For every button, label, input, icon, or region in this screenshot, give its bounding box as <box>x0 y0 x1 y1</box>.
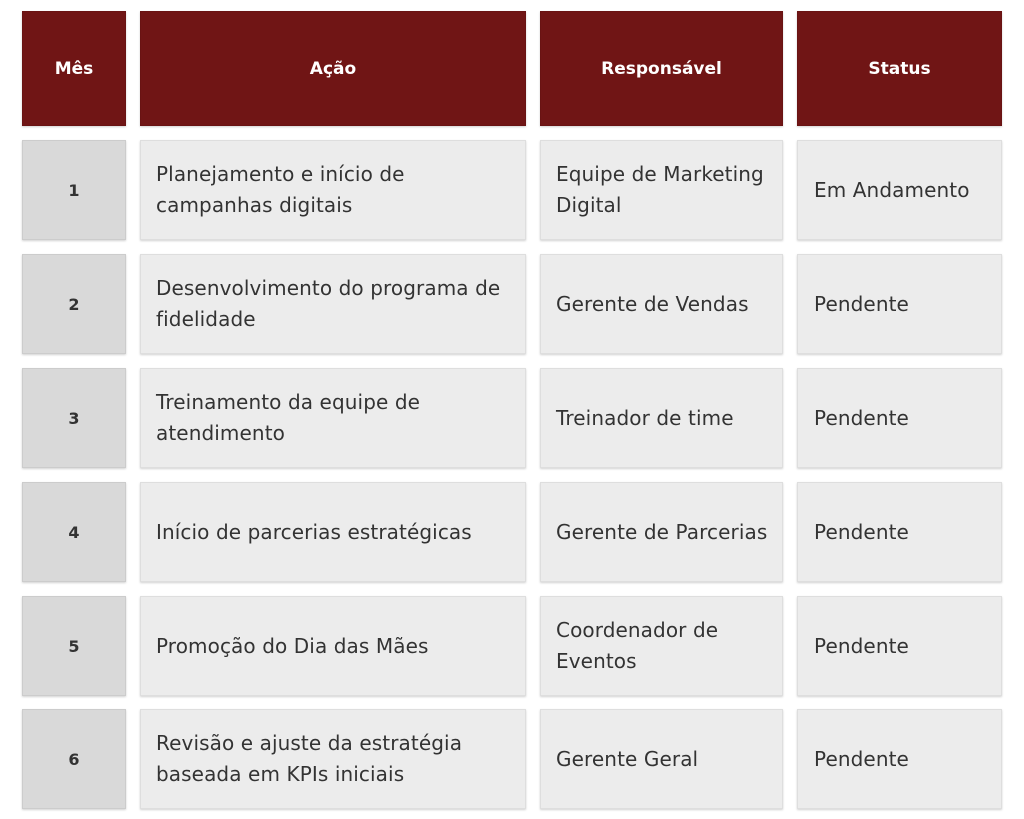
month-value: 6 <box>68 749 80 769</box>
table-row-4-responsible <box>540 482 783 582</box>
responsible-text: Equipe de Marketing Digital <box>556 162 764 217</box>
month-value: 3 <box>68 408 80 428</box>
responsible-text: Gerente Geral <box>556 746 699 771</box>
table-row-5-status <box>797 596 1002 696</box>
month-value: 1 <box>68 180 80 200</box>
table-row-1-status <box>797 140 1002 240</box>
header-responsible-label: Responsável <box>601 58 722 79</box>
responsible-text: Treinador de time <box>556 405 734 430</box>
table-row-4-action <box>140 482 526 582</box>
month-value: 5 <box>68 636 80 656</box>
action-text: Início de parcerias estratégicas <box>156 519 472 544</box>
table-row-2-responsible <box>540 254 783 354</box>
action-text: Desenvolvimento do programa de fidelidade <box>156 276 501 331</box>
responsible-text: Gerente de Parcerias <box>556 519 768 544</box>
table-row-1-action <box>140 140 526 240</box>
action-text: Revisão e ajuste da estratégia baseada em KPIs iniciais <box>156 731 463 786</box>
status-text: Pendente <box>814 291 909 316</box>
action-text: Planejamento e início de campanhas digitais <box>156 162 405 217</box>
table-row-1-month <box>22 140 126 240</box>
table-row-6-action <box>140 709 526 809</box>
table-row-6-month <box>22 709 126 809</box>
table-row-6-status <box>797 709 1002 809</box>
table-row-5-action <box>140 596 526 696</box>
header-action <box>140 11 526 126</box>
month-value: 4 <box>68 522 80 542</box>
table-row-3-responsible <box>540 368 783 468</box>
header-action-label: Ação <box>309 58 357 79</box>
header-status <box>797 11 1002 126</box>
table-row-2-month <box>22 254 126 354</box>
status-text: Pendente <box>814 633 909 658</box>
table-row-2-status <box>797 254 1002 354</box>
action-text: Treinamento da equipe de atendimento <box>156 390 421 445</box>
header-status-label: Status <box>868 58 931 79</box>
table-row-3-action <box>140 368 526 468</box>
table-row-4-month <box>22 482 126 582</box>
table-row-5-month <box>22 596 126 696</box>
table-row-6-responsible <box>540 709 783 809</box>
header-month <box>22 11 126 126</box>
month-value: 2 <box>68 294 80 314</box>
status-text: Pendente <box>814 405 909 430</box>
table-row-1-responsible <box>540 140 783 240</box>
header-month-label: Mês <box>54 58 94 79</box>
status-text: Pendente <box>814 519 909 544</box>
table-row-3-status <box>797 368 1002 468</box>
responsible-text: Gerente de Vendas <box>556 291 749 316</box>
table-row-2-action <box>140 254 526 354</box>
table-row-5-responsible <box>540 596 783 696</box>
header-responsible <box>540 11 783 126</box>
action-text: Promoção do Dia das Mães <box>156 633 429 658</box>
table-row-4-status <box>797 482 1002 582</box>
table-row-3-month <box>22 368 126 468</box>
status-text: Pendente <box>814 746 909 771</box>
responsible-text: Coordenador de Eventos <box>556 618 719 673</box>
status-text: Em Andamento <box>814 177 970 202</box>
